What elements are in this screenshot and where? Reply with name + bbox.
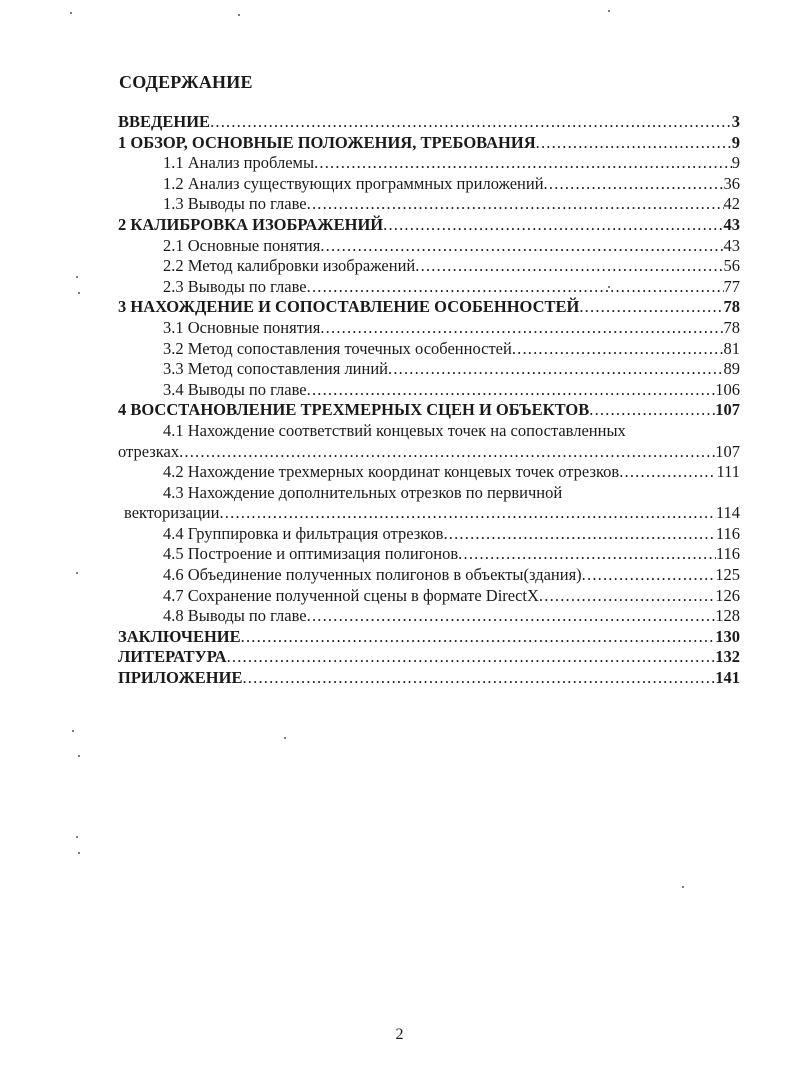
toc-entry-label: 2.1 Основные понятия (163, 235, 321, 255)
scan-speck (78, 755, 80, 757)
toc-entry-label-continuation: отрезках (118, 441, 180, 461)
toc-entry-page: 116 (715, 544, 740, 564)
scan-speck (70, 12, 72, 14)
toc-entry-page: 42 (723, 194, 740, 214)
dot-leader (536, 133, 732, 154)
toc-entry-label: 4.1 Нахождение соответствий концевых точек на сопоставленных (163, 420, 626, 440)
toc-entry-page: 9 (731, 153, 740, 173)
toc-entry-page: 107 (715, 400, 740, 420)
toc-entry-label: 4.8 Выводы по главе (163, 606, 307, 626)
toc-entry-label: ПРИЛОЖЕНИЕ (118, 668, 243, 688)
toc-entry-section-4-1-line1 (118, 421, 740, 442)
dot-leader (458, 544, 716, 565)
dot-leader (320, 318, 723, 339)
toc-entry-label: 1.1 Анализ проблемы (163, 153, 315, 173)
toc-entry-conclusion (118, 627, 740, 648)
toc-entry-section-1-1 (118, 153, 740, 174)
toc-entry-literature (118, 647, 740, 668)
toc-entry-page: 43 (723, 214, 740, 234)
toc-entry-section-4-4 (118, 524, 740, 545)
toc-entry-label: 4.4 Группировка и фильтрация отрезков (163, 523, 444, 543)
toc-entry-label: 4.7 Сохранение полученной сцены в формате DirectX (163, 585, 539, 605)
dot-leader (210, 112, 732, 133)
toc-entry-label: 2 КАЛИБРОВКА ИЗОБРАЖЕНИЙ (118, 214, 384, 234)
toc-entry-page: 141 (715, 668, 740, 688)
toc-entry-section-2-2 (118, 256, 740, 277)
toc-entry-section-3-2 (118, 339, 740, 360)
dot-leader (383, 215, 723, 236)
toc-entry-section-4-5 (118, 544, 740, 565)
dot-leader (227, 647, 716, 668)
toc-entry-chapter-2 (118, 215, 740, 236)
scan-speck (76, 276, 78, 278)
toc-entry-label: 2.3 Выводы по главе (163, 276, 307, 296)
dot-leader (242, 668, 715, 689)
toc-entry-page: 78 (723, 317, 740, 337)
scan-speck (238, 14, 240, 16)
toc-entry-chapter-4 (118, 400, 740, 421)
toc-entry-section-4-7 (118, 586, 740, 607)
toc-entry-label: 3.4 Выводы по главе (163, 379, 307, 399)
dot-leader (314, 153, 732, 174)
dot-leader (539, 586, 715, 607)
dot-leader (512, 339, 724, 360)
toc-entry-page: 111 (716, 462, 740, 482)
toc-entry-page: 56 (723, 256, 740, 276)
toc-entry-section-1-3 (118, 194, 740, 215)
page-number: 2 (395, 1026, 404, 1043)
toc-entry-label: 4.3 Нахождение дополнительных отрезков по первичной (163, 482, 563, 502)
toc-entry-label: 1.3 Выводы по главе (163, 194, 307, 214)
toc-entry-section-3-4 (118, 380, 740, 401)
dot-leader (415, 256, 723, 277)
dot-leader (241, 627, 716, 648)
toc-entry-section-3-3 (118, 359, 740, 380)
toc-entry-page: 116 (715, 523, 740, 543)
scan-speck (78, 292, 80, 294)
toc-entry-label: ВВЕДЕНИЕ (118, 112, 211, 131)
toc-title: СОДЕРЖАНИЕ (119, 72, 253, 92)
dot-leader (219, 503, 715, 524)
dot-leader (589, 400, 715, 421)
toc-entry-page: 130 (715, 626, 740, 646)
dot-leader (307, 380, 716, 401)
toc-entry-page: 77 (723, 276, 740, 296)
toc-entry-label: 1.2 Анализ существующих программных приложений (163, 173, 544, 193)
scan-speck (78, 852, 80, 854)
toc-entry-section-2-3 (118, 277, 740, 298)
toc-entry-chapter-3 (118, 297, 740, 318)
toc-entry-label: 4.5 Построение и оптимизация полигонов (163, 544, 459, 564)
dot-leader (320, 236, 723, 257)
toc-entry-section-4-6 (118, 565, 740, 586)
dot-leader (582, 565, 716, 586)
scan-speck (682, 886, 684, 888)
scan-speck (608, 10, 610, 12)
scan-speck (76, 836, 78, 838)
toc-entry-page: 107 (715, 441, 740, 461)
dot-leader (388, 359, 724, 380)
toc-entry-page: 114 (715, 503, 740, 523)
toc-entry-page: 43 (723, 235, 740, 255)
toc-entry-label: 3.2 Метод сопоставления точечных особенностей (163, 338, 512, 358)
dot-leader (179, 442, 715, 463)
dot-leader (443, 524, 715, 545)
toc-entry-section-4-1-line2 (118, 442, 740, 463)
toc-entry-page: 125 (715, 565, 740, 585)
toc-entry-label: ЛИТЕРАТУРА (118, 647, 227, 667)
toc-entry-section-3-1 (118, 318, 740, 339)
toc-entry-label: 3.1 Основные понятия (163, 317, 321, 337)
scan-speck (284, 737, 286, 739)
toc-entry-label: 1 ОБЗОР, ОСНОВНЫЕ ПОЛОЖЕНИЯ, ТРЕБОВАНИЯ (118, 132, 536, 152)
toc-entry-section-4-2 (118, 462, 740, 483)
toc-entry-label: ЗАКЛЮЧЕНИЕ (118, 626, 241, 646)
toc-entry-label: 4.2 Нахождение трехмерных координат концевых точек отрезков (163, 462, 620, 482)
toc-entry-chapter-1 (118, 133, 740, 154)
toc-entry-page: 36 (723, 173, 740, 193)
toc-entry-section-1-2 (118, 174, 740, 195)
table-of-contents (118, 112, 740, 689)
scan-speck (608, 286, 610, 288)
toc-entry-appendix (118, 668, 740, 689)
toc-entry-introduction (118, 112, 740, 133)
toc-entry-section-4-8 (118, 606, 740, 627)
toc-entry-page: 126 (715, 585, 740, 605)
toc-entry-page: 78 (723, 297, 740, 317)
dot-leader (307, 277, 724, 298)
toc-entry-page: 89 (723, 359, 740, 379)
toc-entry-section-4-3-line2 (118, 503, 740, 524)
dot-leader (544, 174, 724, 195)
dot-leader (619, 462, 716, 483)
scan-speck (72, 730, 74, 732)
toc-entry-page: 3 (731, 112, 740, 131)
toc-entry-label: 4.6 Объединение полученных полигонов в объекты(здания) (163, 565, 582, 585)
toc-entry-label: 2.2 Метод калибровки изображений (163, 256, 416, 276)
toc-entry-page: 128 (715, 606, 740, 626)
toc-entry-label: 3 НАХОЖДЕНИЕ И СОПОСТАВЛЕНИЕ ОСОБЕННОСТЕЙ (118, 297, 580, 317)
toc-entry-page: 106 (715, 379, 740, 399)
dot-leader (307, 606, 716, 627)
toc-entry-page: 132 (715, 647, 740, 667)
toc-entry-label: 3.3 Метод сопоставления линий (163, 359, 388, 379)
toc-entry-label-continuation: векторизации (124, 503, 220, 523)
toc-entry-section-4-3-line1 (118, 483, 740, 504)
toc-entry-label: 4 ВОССТАНОВЛЕНИЕ ТРЕХМЕРНЫХ СЦЕН И ОБЪЕКТОВ (118, 400, 590, 420)
toc-entry-page: 81 (723, 338, 740, 358)
dot-leader (579, 297, 723, 318)
scan-speck (76, 572, 78, 574)
dot-leader (307, 194, 724, 215)
toc-entry-section-2-1 (118, 236, 740, 257)
toc-entry-page: 9 (731, 132, 740, 152)
